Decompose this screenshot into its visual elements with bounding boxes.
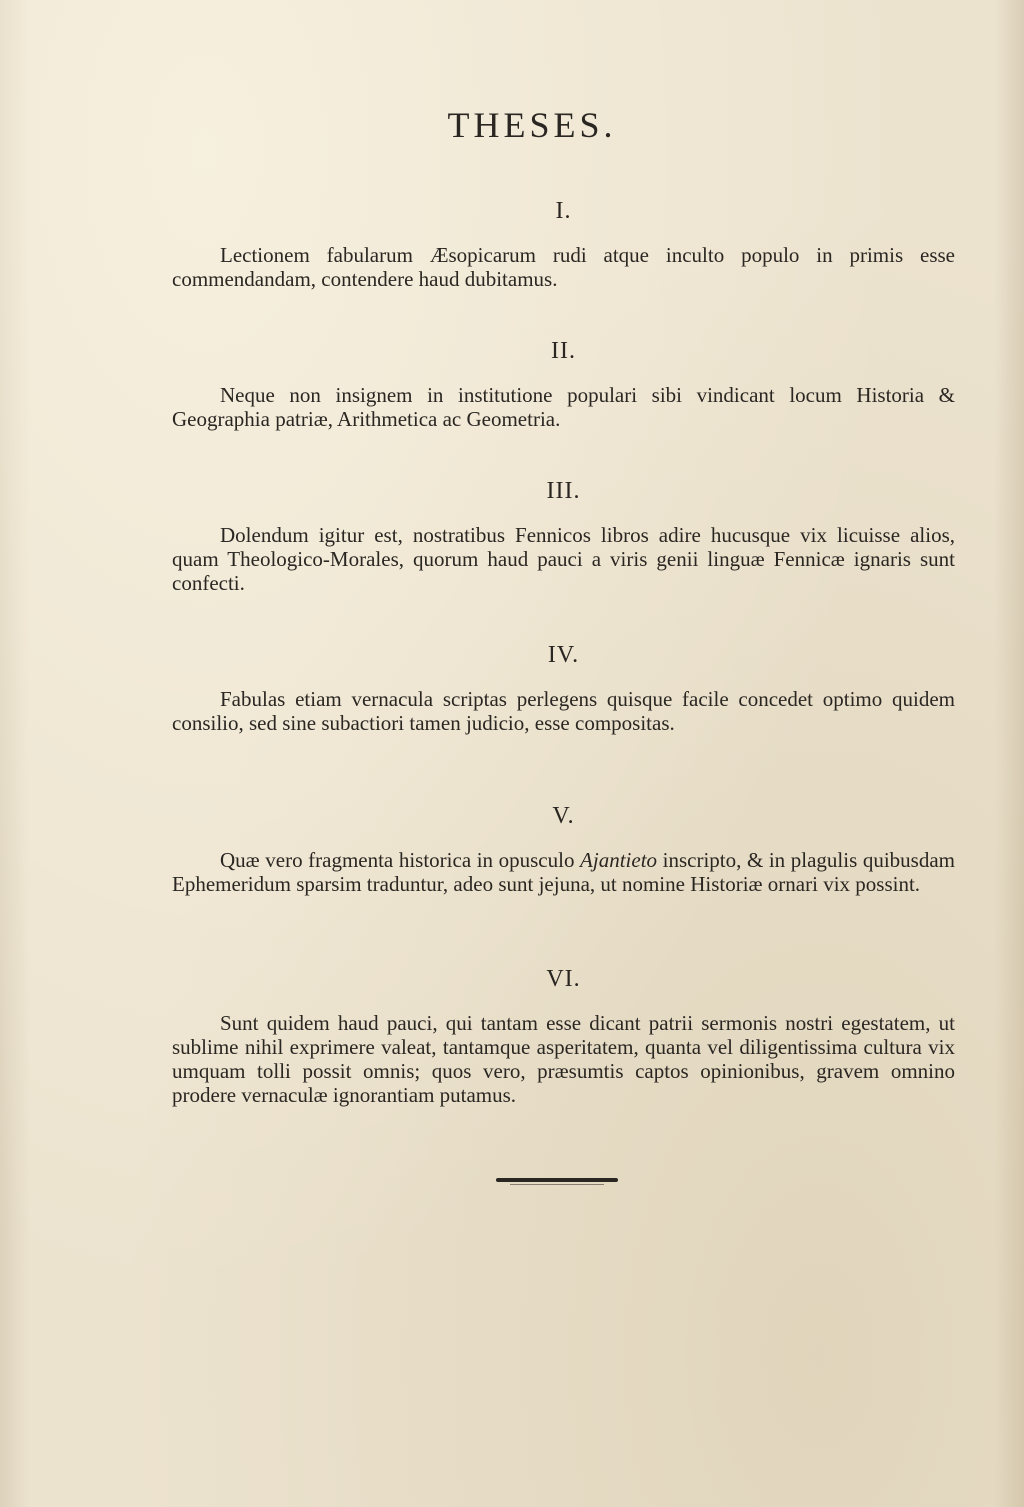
thesis-1: [172, 198, 955, 291]
thesis-2: [172, 338, 955, 431]
thesis-numeral: II.: [551, 338, 576, 364]
thesis-text: Neque non insignem in institutione populari sibi vindicant locum Historia & Geographia patriæ, Arithmetica ac Geometria.: [172, 383, 955, 431]
thesis-numeral: I.: [555, 198, 572, 224]
thesis-numeral: V.: [552, 803, 575, 829]
thesis-text-part: Quæ vero fragmenta historica in opusculo: [220, 848, 581, 872]
thesis-text: Lectionem fabularum Æsopicarum rudi atque inculto populo in primis esse commendandam, contendere haud dubitamus.: [172, 243, 955, 291]
thesis-numeral: IV.: [547, 642, 580, 668]
work-title-italic: Ajantieto: [580, 848, 658, 872]
thesis-text: Sunt quidem haud pauci, qui tantam esse dicant patrii sermonis nostri egestatem, ut sublime nihil exprimere valeat, tantamque asperitatem, quanta vel diligentissima cultura vix umquam tolli possit omnis; quos vero, præsumtis captos opinionibus, gravem omnino prodere vernaculæ ignorantiam putamus.: [172, 1011, 955, 1107]
thesis-6: [172, 966, 955, 1107]
thesis-numeral: III.: [546, 478, 581, 504]
thesis-5: [172, 803, 955, 896]
thesis-numeral: VI.: [546, 966, 581, 992]
thesis-text: Dolendum igitur est, nostratibus Fennicos libros adire hucusque vix licuisse alios, quam Theologico-Morales, quorum haud pauci a viris genii linguæ Fennicæ ignaris sunt confecti.: [172, 523, 955, 595]
thesis-text: [172, 848, 955, 896]
closing-rule: [496, 1178, 618, 1182]
thesis-text-part: inscripto, & in plagulis quibusdam Ephemeridum sparsim traduntur, adeo sunt jejuna, ut nomine Historiæ ornari vix possint.: [172, 848, 955, 896]
thesis-text: Fabulas etiam vernacula scriptas perlegens quisque facile concedet optimo quidem consilio, sed sine subactiori tamen judicio, esse compositas.: [172, 687, 955, 735]
thesis-3: [172, 478, 955, 595]
thesis-4: [172, 642, 955, 735]
page-title: THESES.: [447, 105, 617, 145]
